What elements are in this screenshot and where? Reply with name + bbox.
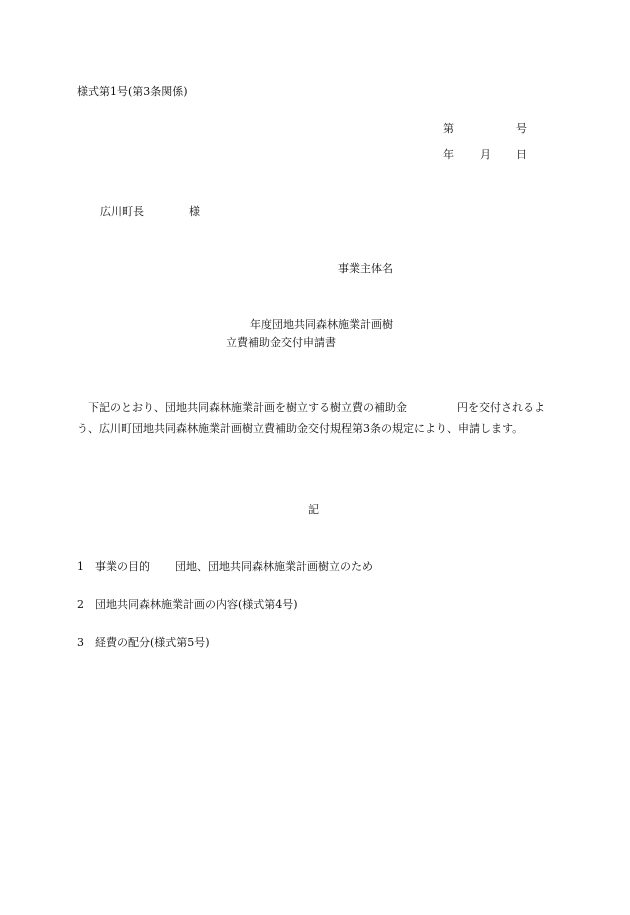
item-number: 3 bbox=[77, 636, 84, 649]
item-number: 2 bbox=[77, 598, 84, 611]
applicant-name-label: 事業主体名 bbox=[338, 262, 393, 275]
document-title-line-2: 立費補助金交付申請書 bbox=[226, 336, 336, 349]
body-text-part-1: 下記のとおり、団地共同森林施業計画を樹立する樹立費の補助金 bbox=[88, 401, 407, 414]
document-number bbox=[443, 123, 531, 137]
date-month-label: 月 bbox=[480, 148, 491, 161]
item-detail: 団地、団地共同森林施業計画樹立のため bbox=[175, 560, 373, 573]
addressee bbox=[100, 206, 200, 217]
doc-number-prefix: 第 bbox=[443, 122, 454, 135]
item-label: 事業の目的 bbox=[95, 560, 150, 573]
note-mark: 記 bbox=[308, 503, 319, 516]
addressee-name: 広川町長 bbox=[100, 205, 144, 218]
date-year-label: 年 bbox=[443, 148, 454, 161]
document-date bbox=[443, 149, 531, 163]
doc-number-suffix: 号 bbox=[516, 122, 527, 135]
document-title-line-1: 年度団地共同森林施業計画樹 bbox=[250, 318, 393, 331]
item-label: 団地共同森林施業計画の内容(様式第4号) bbox=[95, 598, 298, 611]
item-label: 経費の配分(様式第5号) bbox=[95, 636, 210, 649]
application-body bbox=[77, 397, 553, 439]
list-item bbox=[77, 599, 298, 610]
item-number: 1 bbox=[77, 560, 84, 573]
date-day-label: 日 bbox=[516, 148, 527, 161]
form-number: 様式第1号(第3条関係) bbox=[77, 85, 188, 98]
list-item bbox=[77, 637, 210, 648]
body-text-part-2: 円を交付されるよう、広川町団地共同森林施業計画樹立費補助金交付規程第3条の規定により、申請します。 bbox=[77, 401, 545, 435]
addressee-honorific: 様 bbox=[189, 205, 200, 218]
list-item bbox=[77, 561, 373, 572]
